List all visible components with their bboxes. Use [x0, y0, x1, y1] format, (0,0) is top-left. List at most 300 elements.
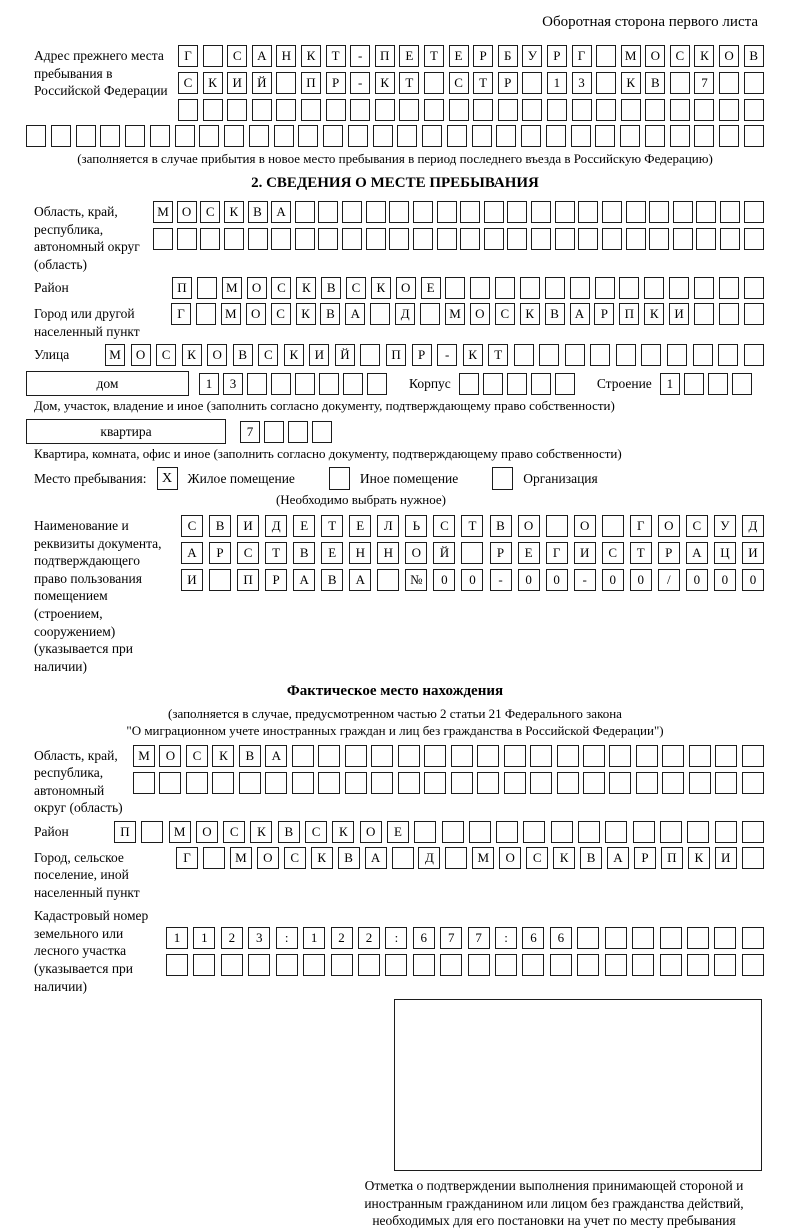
char-cell[interactable] [200, 228, 220, 250]
char-cell[interactable]: Й [335, 344, 355, 366]
char-cell[interactable] [276, 72, 296, 94]
char-cell[interactable]: С [284, 847, 306, 869]
char-cell[interactable] [477, 772, 499, 794]
char-cell[interactable]: О [499, 847, 521, 869]
char-cell[interactable]: П [661, 847, 683, 869]
char-cell[interactable]: 6 [522, 927, 544, 949]
char-cell[interactable] [150, 125, 170, 147]
char-cell[interactable] [276, 99, 296, 121]
char-cell[interactable] [461, 542, 483, 564]
char-cell[interactable] [521, 125, 541, 147]
char-cell[interactable] [437, 201, 457, 223]
char-cell[interactable]: К [621, 72, 641, 94]
char-cell[interactable]: 7 [240, 421, 260, 443]
char-cell[interactable] [424, 72, 444, 94]
char-cell[interactable]: К [284, 344, 304, 366]
char-cell[interactable]: : [276, 927, 298, 949]
char-cell[interactable]: 2 [358, 927, 380, 949]
char-cell[interactable] [472, 125, 492, 147]
char-cell[interactable]: - [437, 344, 457, 366]
char-cell[interactable] [141, 821, 163, 843]
char-cell[interactable]: Е [349, 515, 371, 537]
char-cell[interactable] [323, 125, 343, 147]
char-cell[interactable]: Й [433, 542, 455, 564]
char-cell[interactable]: И [715, 847, 737, 869]
char-cell[interactable]: 1 [166, 927, 188, 949]
char-cell[interactable]: - [490, 569, 512, 591]
char-cell[interactable] [522, 954, 544, 976]
char-cell[interactable]: 0 [602, 569, 624, 591]
char-cell[interactable]: / [658, 569, 680, 591]
char-cell[interactable]: Д [742, 515, 764, 537]
char-cell[interactable] [342, 228, 362, 250]
char-cell[interactable]: С [670, 45, 690, 67]
char-cell[interactable]: Е [387, 821, 409, 843]
char-cell[interactable] [377, 569, 399, 591]
char-cell[interactable] [557, 772, 579, 794]
char-cell[interactable] [100, 125, 120, 147]
char-cell[interactable]: И [227, 72, 247, 94]
char-cell[interactable]: Е [449, 45, 469, 67]
char-cell[interactable] [348, 125, 368, 147]
char-cell[interactable]: Т [399, 72, 419, 94]
char-cell[interactable]: В [645, 72, 665, 94]
char-cell[interactable] [578, 821, 600, 843]
char-cell[interactable] [413, 201, 433, 223]
char-cell[interactable]: О [247, 277, 267, 299]
char-cell[interactable] [288, 421, 308, 443]
char-cell[interactable]: № [405, 569, 427, 591]
char-cell[interactable] [520, 277, 540, 299]
char-cell[interactable]: С [526, 847, 548, 869]
char-cell[interactable] [626, 228, 646, 250]
char-cell[interactable]: 2 [221, 927, 243, 949]
char-cell[interactable]: О [574, 515, 596, 537]
char-cell[interactable] [477, 745, 499, 767]
char-cell[interactable] [742, 954, 764, 976]
char-cell[interactable] [514, 344, 534, 366]
char-cell[interactable]: Е [518, 542, 540, 564]
char-cell[interactable] [248, 228, 268, 250]
char-cell[interactable] [224, 125, 244, 147]
char-cell[interactable] [720, 201, 740, 223]
char-cell[interactable] [447, 125, 467, 147]
char-cell[interactable] [153, 228, 173, 250]
char-cell[interactable] [331, 954, 353, 976]
char-cell[interactable]: Г [572, 45, 592, 67]
char-cell[interactable]: В [320, 303, 340, 325]
char-cell[interactable]: Р [547, 45, 567, 67]
char-cell[interactable] [670, 99, 690, 121]
char-cell[interactable] [719, 277, 739, 299]
char-cell[interactable] [358, 954, 380, 976]
char-cell[interactable] [366, 228, 386, 250]
char-cell[interactable] [744, 72, 764, 94]
char-cell[interactable] [694, 277, 714, 299]
char-cell[interactable]: В [293, 542, 315, 564]
char-cell[interactable]: М [445, 303, 465, 325]
char-cell[interactable] [670, 72, 690, 94]
char-cell[interactable] [551, 821, 573, 843]
char-cell[interactable] [295, 201, 315, 223]
char-cell[interactable] [420, 303, 440, 325]
char-cell[interactable] [530, 745, 552, 767]
char-cell[interactable]: К [182, 344, 202, 366]
char-cell[interactable] [440, 954, 462, 976]
char-cell[interactable] [644, 277, 664, 299]
char-cell[interactable]: Р [498, 72, 518, 94]
char-cell[interactable]: П [237, 569, 259, 591]
char-cell[interactable]: 0 [630, 569, 652, 591]
char-cell[interactable] [626, 201, 646, 223]
char-cell[interactable] [298, 125, 318, 147]
char-cell[interactable] [660, 821, 682, 843]
char-cell[interactable] [719, 303, 739, 325]
char-cell[interactable]: Т [326, 45, 346, 67]
char-cell[interactable]: К [250, 821, 272, 843]
char-cell[interactable]: В [321, 277, 341, 299]
char-cell[interactable] [696, 228, 716, 250]
char-cell[interactable] [649, 201, 669, 223]
char-cell[interactable] [449, 99, 469, 121]
char-cell[interactable] [673, 228, 693, 250]
char-cell[interactable] [596, 72, 616, 94]
char-cell[interactable] [264, 421, 284, 443]
char-cell[interactable]: М [472, 847, 494, 869]
char-cell[interactable]: 6 [550, 927, 572, 949]
char-cell[interactable]: О [396, 277, 416, 299]
char-cell[interactable] [484, 201, 504, 223]
char-cell[interactable] [166, 954, 188, 976]
char-cell[interactable]: С [156, 344, 176, 366]
char-cell[interactable]: Р [326, 72, 346, 94]
char-cell[interactable] [193, 954, 215, 976]
char-cell[interactable]: С [223, 821, 245, 843]
char-cell[interactable] [715, 772, 737, 794]
char-cell[interactable]: Г [178, 45, 198, 67]
char-cell[interactable]: А [345, 303, 365, 325]
char-cell[interactable] [583, 772, 605, 794]
char-cell[interactable]: М [221, 303, 241, 325]
char-cell[interactable]: А [181, 542, 203, 564]
char-cell[interactable]: О [246, 303, 266, 325]
char-cell[interactable] [546, 125, 566, 147]
char-cell[interactable] [375, 99, 395, 121]
char-cell[interactable] [570, 277, 590, 299]
char-cell[interactable] [641, 344, 661, 366]
char-cell[interactable] [460, 228, 480, 250]
char-cell[interactable]: Д [418, 847, 440, 869]
char-cell[interactable] [484, 228, 504, 250]
char-cell[interactable] [469, 821, 491, 843]
char-cell[interactable] [422, 125, 442, 147]
char-cell[interactable] [565, 344, 585, 366]
char-cell[interactable]: - [350, 45, 370, 67]
char-cell[interactable]: Т [461, 515, 483, 537]
char-cell[interactable] [496, 821, 518, 843]
char-cell[interactable]: К [463, 344, 483, 366]
char-cell[interactable]: С [305, 821, 327, 843]
char-cell[interactable] [295, 228, 315, 250]
char-cell[interactable] [572, 99, 592, 121]
char-cell[interactable] [470, 277, 490, 299]
char-cell[interactable]: Т [265, 542, 287, 564]
char-cell[interactable] [719, 125, 739, 147]
char-cell[interactable] [555, 373, 575, 395]
char-cell[interactable] [360, 344, 380, 366]
char-cell[interactable]: 1 [547, 72, 567, 94]
char-cell[interactable] [385, 954, 407, 976]
other-premises-checkbox[interactable] [329, 467, 350, 490]
char-cell[interactable]: Г [546, 542, 568, 564]
char-cell[interactable]: К [694, 45, 714, 67]
char-cell[interactable]: А [570, 303, 590, 325]
char-cell[interactable]: П [619, 303, 639, 325]
char-cell[interactable]: : [385, 927, 407, 949]
char-cell[interactable]: С [271, 303, 291, 325]
char-cell[interactable] [523, 821, 545, 843]
char-cell[interactable] [451, 772, 473, 794]
char-cell[interactable] [555, 201, 575, 223]
char-cell[interactable]: А [252, 45, 272, 67]
char-cell[interactable] [292, 772, 314, 794]
char-cell[interactable]: Е [293, 515, 315, 537]
char-cell[interactable] [496, 125, 516, 147]
char-cell[interactable] [687, 954, 709, 976]
char-cell[interactable] [414, 821, 436, 843]
char-cell[interactable] [459, 373, 479, 395]
char-cell[interactable] [271, 373, 291, 395]
char-cell[interactable] [397, 125, 417, 147]
char-cell[interactable] [744, 277, 764, 299]
char-cell[interactable]: Д [265, 515, 287, 537]
char-cell[interactable]: М [153, 201, 173, 223]
char-cell[interactable] [719, 99, 739, 121]
char-cell[interactable]: У [714, 515, 736, 537]
char-cell[interactable] [619, 277, 639, 299]
char-cell[interactable] [507, 201, 527, 223]
char-cell[interactable] [274, 125, 294, 147]
char-cell[interactable]: 0 [686, 569, 708, 591]
char-cell[interactable]: С [178, 72, 198, 94]
char-cell[interactable] [539, 344, 559, 366]
char-cell[interactable]: В [744, 45, 764, 67]
char-cell[interactable] [398, 745, 420, 767]
char-cell[interactable] [583, 745, 605, 767]
char-cell[interactable]: С [449, 72, 469, 94]
char-cell[interactable] [662, 745, 684, 767]
char-cell[interactable] [203, 847, 225, 869]
char-cell[interactable]: Д [395, 303, 415, 325]
char-cell[interactable]: Ц [714, 542, 736, 564]
char-cell[interactable]: П [386, 344, 406, 366]
char-cell[interactable] [301, 99, 321, 121]
char-cell[interactable]: С [227, 45, 247, 67]
char-cell[interactable]: С [258, 344, 278, 366]
char-cell[interactable]: В [338, 847, 360, 869]
char-cell[interactable]: В [248, 201, 268, 223]
char-cell[interactable] [590, 344, 610, 366]
char-cell[interactable] [694, 303, 714, 325]
char-cell[interactable] [669, 277, 689, 299]
char-cell[interactable] [239, 772, 261, 794]
char-cell[interactable] [424, 772, 446, 794]
char-cell[interactable]: С [602, 542, 624, 564]
char-cell[interactable]: 0 [742, 569, 764, 591]
char-cell[interactable] [318, 228, 338, 250]
char-cell[interactable] [445, 847, 467, 869]
char-cell[interactable] [345, 745, 367, 767]
char-cell[interactable] [744, 344, 764, 366]
char-cell[interactable]: 0 [461, 569, 483, 591]
char-cell[interactable] [76, 125, 96, 147]
char-cell[interactable] [392, 847, 414, 869]
char-cell[interactable]: К [375, 72, 395, 94]
char-cell[interactable]: С [686, 515, 708, 537]
char-cell[interactable] [483, 373, 503, 395]
char-cell[interactable] [689, 772, 711, 794]
char-cell[interactable] [620, 125, 640, 147]
char-cell[interactable] [530, 772, 552, 794]
char-cell[interactable]: - [350, 72, 370, 94]
char-cell[interactable]: М [621, 45, 641, 67]
char-cell[interactable] [693, 344, 713, 366]
char-cell[interactable]: М [230, 847, 252, 869]
char-cell[interactable]: Е [399, 45, 419, 67]
char-cell[interactable]: И [237, 515, 259, 537]
char-cell[interactable] [227, 99, 247, 121]
char-cell[interactable] [632, 954, 654, 976]
char-cell[interactable]: И [742, 542, 764, 564]
char-cell[interactable]: М [105, 344, 125, 366]
char-cell[interactable]: Р [634, 847, 656, 869]
char-cell[interactable]: О [360, 821, 382, 843]
char-cell[interactable] [186, 772, 208, 794]
char-cell[interactable]: Р [412, 344, 432, 366]
char-cell[interactable] [159, 772, 181, 794]
char-cell[interactable]: О [719, 45, 739, 67]
char-cell[interactable]: В [490, 515, 512, 537]
char-cell[interactable] [389, 228, 409, 250]
char-cell[interactable] [547, 99, 567, 121]
char-cell[interactable] [209, 569, 231, 591]
char-cell[interactable]: К [224, 201, 244, 223]
char-cell[interactable]: А [686, 542, 708, 564]
char-cell[interactable]: С [346, 277, 366, 299]
char-cell[interactable]: К [332, 821, 354, 843]
char-cell[interactable] [318, 201, 338, 223]
char-cell[interactable]: 3 [248, 927, 270, 949]
char-cell[interactable] [742, 772, 764, 794]
char-cell[interactable]: Т [424, 45, 444, 67]
char-cell[interactable] [636, 745, 658, 767]
char-cell[interactable] [292, 745, 314, 767]
char-cell[interactable] [221, 954, 243, 976]
char-cell[interactable] [744, 303, 764, 325]
char-cell[interactable]: М [133, 745, 155, 767]
char-cell[interactable] [673, 201, 693, 223]
char-cell[interactable] [370, 303, 390, 325]
char-cell[interactable]: С [271, 277, 291, 299]
char-cell[interactable] [522, 99, 542, 121]
char-cell[interactable] [550, 954, 572, 976]
char-cell[interactable]: 1 [193, 927, 215, 949]
char-cell[interactable]: У [522, 45, 542, 67]
char-cell[interactable]: С [181, 515, 203, 537]
char-cell[interactable] [498, 99, 518, 121]
char-cell[interactable]: Й [252, 72, 272, 94]
char-cell[interactable]: П [172, 277, 192, 299]
char-cell[interactable]: А [365, 847, 387, 869]
char-cell[interactable]: В [580, 847, 602, 869]
char-cell[interactable] [632, 927, 654, 949]
char-cell[interactable] [645, 99, 665, 121]
char-cell[interactable]: Т [630, 542, 652, 564]
char-cell[interactable] [605, 821, 627, 843]
char-cell[interactable] [197, 277, 217, 299]
char-cell[interactable] [350, 99, 370, 121]
char-cell[interactable] [177, 228, 197, 250]
char-cell[interactable]: В [321, 569, 343, 591]
char-cell[interactable] [595, 125, 615, 147]
char-cell[interactable]: Б [498, 45, 518, 67]
char-cell[interactable] [696, 201, 716, 223]
char-cell[interactable]: В [239, 745, 261, 767]
char-cell[interactable] [660, 927, 682, 949]
char-cell[interactable] [577, 954, 599, 976]
char-cell[interactable]: К [553, 847, 575, 869]
char-cell[interactable] [687, 927, 709, 949]
char-cell[interactable]: Е [321, 542, 343, 564]
char-cell[interactable] [645, 125, 665, 147]
char-cell[interactable]: К [644, 303, 664, 325]
char-cell[interactable] [224, 228, 244, 250]
char-cell[interactable] [684, 373, 704, 395]
char-cell[interactable] [694, 125, 714, 147]
char-cell[interactable] [522, 72, 542, 94]
char-cell[interactable] [616, 344, 636, 366]
char-cell[interactable]: О [658, 515, 680, 537]
organization-checkbox[interactable] [492, 467, 513, 490]
char-cell[interactable] [689, 745, 711, 767]
char-cell[interactable] [742, 821, 764, 843]
char-cell[interactable] [371, 745, 393, 767]
char-cell[interactable] [495, 277, 515, 299]
char-cell[interactable] [495, 954, 517, 976]
char-cell[interactable] [203, 45, 223, 67]
char-cell[interactable]: К [311, 847, 333, 869]
char-cell[interactable] [319, 373, 339, 395]
char-cell[interactable]: Т [473, 72, 493, 94]
char-cell[interactable] [708, 373, 728, 395]
char-cell[interactable] [744, 99, 764, 121]
char-cell[interactable] [399, 99, 419, 121]
char-cell[interactable]: И [574, 542, 596, 564]
char-cell[interactable]: К [520, 303, 540, 325]
char-cell[interactable]: О [159, 745, 181, 767]
char-cell[interactable] [636, 772, 658, 794]
char-cell[interactable]: В [233, 344, 253, 366]
char-cell[interactable] [609, 772, 631, 794]
char-cell[interactable] [373, 125, 393, 147]
char-cell[interactable]: А [271, 201, 291, 223]
char-cell[interactable]: В [278, 821, 300, 843]
char-cell[interactable]: Е [421, 277, 441, 299]
apartment-box[interactable]: квартира [26, 419, 226, 444]
char-cell[interactable] [342, 201, 362, 223]
char-cell[interactable]: 0 [714, 569, 736, 591]
char-cell[interactable]: Р [265, 569, 287, 591]
